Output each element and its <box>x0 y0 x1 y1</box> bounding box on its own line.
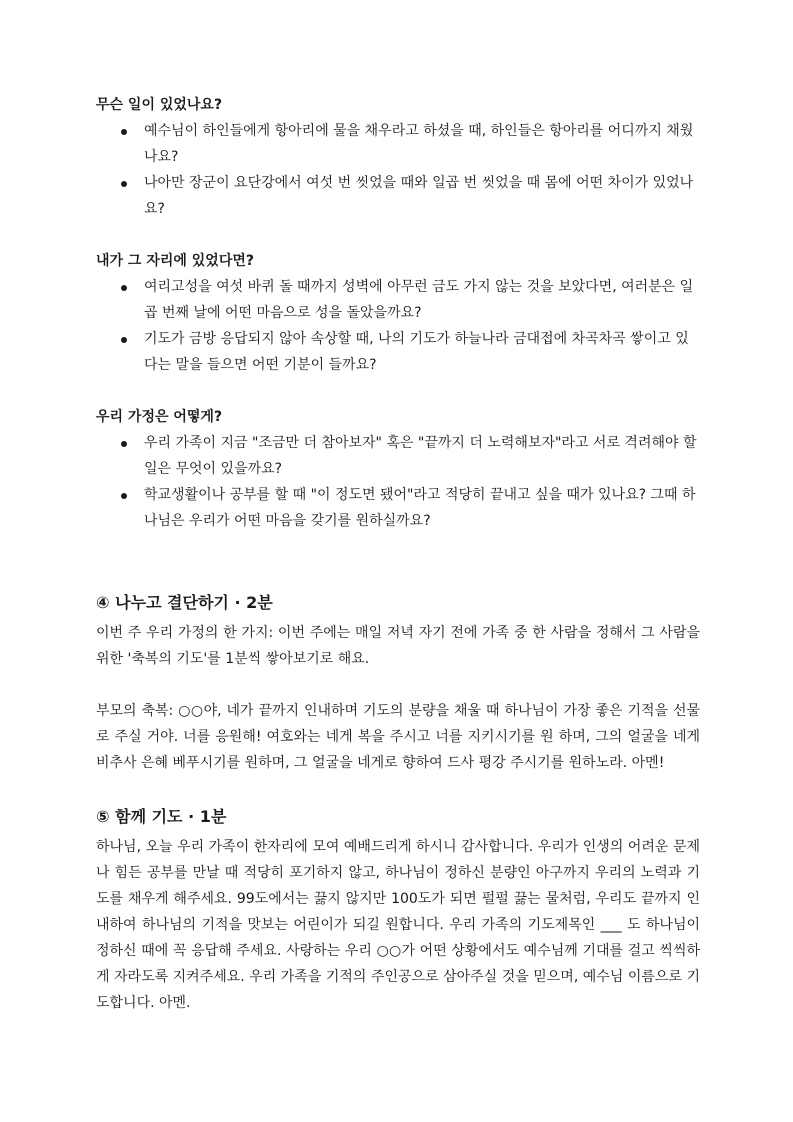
list-item-text: 기도가 금방 응답되지 않아 속상할 때, 나의 기도가 하늘나라 금대접에 차곡차곡 쌓이고 있다는 말을 들으면 어떤 기분이 들까요? <box>144 331 689 373</box>
prayer-paragraph: 하나님, 오늘 우리 가족이 한자리에 모여 예배드리게 하시니 감사합니다. 우리가 인생의 어려운 문제나 힘든 공부를 만날 때 적당히 포기하지 않고, 하나님이 정하신 분량인 아구까지 우리의 노력과 기도를 채우게 해주세요. 99도에서는 끓지 않지만 100도가 되면 펄펄 끓는 물처럼, 우리도 끝까지 인내하여 하나님의 기적을 맛보는 어린이가 되길 원합니다. 우리 가족의 기도제목인 ___ 도 하나님이 정하신 때에 꼭 응답해 주세요. 사랑하는 우리 ○○가 어떤 상황에서도 예수님께 기대를 걸고 씩씩하게 자라도록 지켜주세요. 우리 가족을 기적의 주인공으로 삼아주실 것을 믿으며, 예수님 이름으로 기도합니다. 아멘. <box>96 839 700 1011</box>
bullet-icon <box>121 493 127 499</box>
list-item-text: 여리고성을 여섯 바퀴 돌 때까지 성벽에 아무런 금도 가지 않는 것을 보았다면, 여러분은 일곱 번째 날에 어떤 마음으로 성을 돌았을까요? <box>144 279 694 321</box>
list-item <box>96 118 700 170</box>
question-list-if-i-were-there <box>96 274 700 378</box>
list-item <box>96 482 700 534</box>
question-heading-if-i-were-there: 내가 그 자리에 있었다면? <box>96 253 254 269</box>
list-item-text: 학교생활이나 공부를 할 때 "이 정도면 됐어"라고 적당히 끝내고 싶을 때가 있나요? 그때 하나님은 우리가 어떤 마음을 갖기를 원하실까요? <box>144 487 696 529</box>
question-heading-what-happened: 무슨 일이 있었나요? <box>96 97 223 113</box>
list-item <box>96 326 700 378</box>
list-item <box>96 430 700 482</box>
section-title-share: ④ 나누고 결단하기 · 2분 <box>96 593 273 612</box>
section-spacer <box>96 560 700 590</box>
list-item-text: 예수님이 하인들에게 항아리에 물을 채우라고 하셨을 때, 하인들은 항아리를 어디까지 채웠나요? <box>144 123 694 165</box>
question-list-our-family <box>96 430 700 534</box>
question-heading-our-family: 우리 가정은 어떻게? <box>96 409 223 425</box>
bullet-icon <box>121 129 127 135</box>
share-paragraph-blessing: 부모의 축복: ○○야, 네가 끝까지 인내하며 기도의 분량을 채울 때 하나님이 가장 좋은 기적을 선물로 주실 거야. 너를 응원해! 여호와는 네게 복을 주시고 너를 지키시기를 원 하며, 그의 얼굴을 네게 비추사 은혜 베푸시기를 원하며, 그 얼굴을 네게로 향하여 드사 평강 주시기를 원하노라. 아멘! <box>96 703 700 771</box>
share-paragraph-weekly: 이번 주 우리 가정의 한 가지: 이번 주에는 매일 저녁 자기 전에 가족 중 한 사람을 정해서 그 사람을 위한 '축복의 기도'를 1분씩 쌓아보기로 해요. <box>96 625 700 667</box>
bullet-icon <box>121 285 127 291</box>
section-spacer <box>96 776 700 804</box>
bullet-icon <box>121 181 127 187</box>
list-item <box>96 170 700 222</box>
list-item <box>96 274 700 326</box>
list-item-text: 나아만 장군이 요단강에서 여섯 번 씻었을 때와 일곱 번 씻었을 때 몸에 어떤 차이가 있었나요? <box>144 175 694 217</box>
bullet-icon <box>121 441 127 447</box>
document-page <box>96 92 700 1016</box>
question-list-what-happened <box>96 118 700 222</box>
list-item-text: 우리 가족이 지금 "조금만 더 참아보자" 혹은 "끝까지 더 노력해보자"라고 서로 격려해야 할 일은 무엇이 있을까요? <box>144 435 697 477</box>
bullet-icon <box>121 337 127 343</box>
section-title-prayer: ⑤ 함께 기도 · 1분 <box>96 807 227 826</box>
